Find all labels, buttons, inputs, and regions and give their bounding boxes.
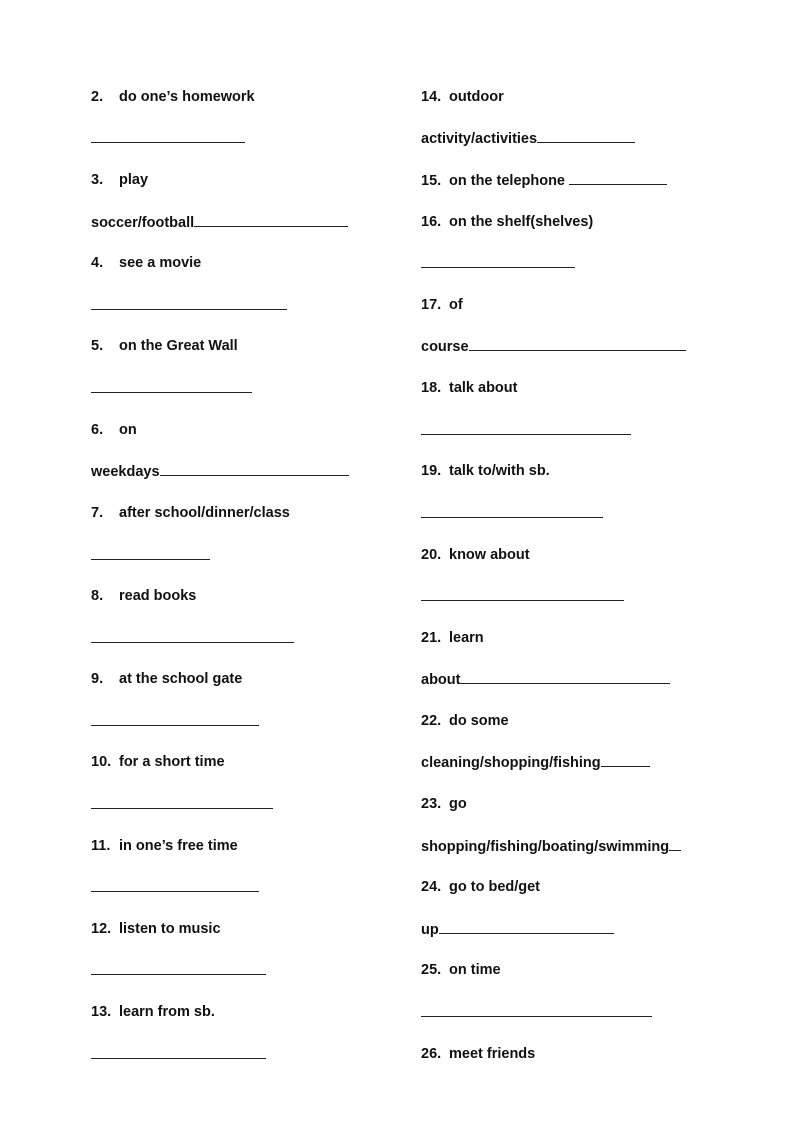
item-20 [421, 545, 530, 565]
item-number: 16. [421, 214, 442, 230]
item-14 [421, 87, 504, 107]
answer-blank[interactable] [669, 836, 681, 851]
item-number: 7. [91, 505, 104, 521]
item-text: activity/activities [421, 131, 538, 147]
item-10 [91, 752, 225, 772]
item-number: 13. [91, 1004, 112, 1020]
answer-blank[interactable] [194, 212, 348, 227]
answer-blank[interactable] [421, 503, 603, 518]
item-text: learn from sb. [119, 1004, 215, 1020]
answer-blank-row [91, 545, 210, 565]
item-14-continued [421, 128, 635, 148]
answer-blank[interactable] [91, 378, 252, 393]
answer-blank[interactable] [421, 1002, 652, 1017]
item-text: talk to/with sb. [449, 463, 550, 479]
item-6-continued [91, 461, 349, 481]
item-text: read books [119, 588, 197, 604]
item-number: 23. [421, 796, 442, 812]
answer-blank-row [421, 1002, 652, 1022]
answer-blank-row [91, 378, 252, 398]
item-text: know about [449, 547, 530, 563]
answer-blank[interactable] [91, 128, 245, 143]
item-number: 20. [421, 547, 442, 563]
item-number: 10. [91, 754, 112, 770]
item-21-continued [421, 669, 670, 689]
item-text: up [421, 922, 439, 938]
item-text: meet friends [449, 1046, 536, 1062]
answer-blank-row [421, 503, 603, 523]
answer-blank[interactable] [91, 545, 210, 560]
item-text: course [421, 339, 469, 355]
answer-blank-row [91, 295, 287, 315]
item-text: about [421, 672, 461, 688]
item-number: 15. [421, 173, 442, 189]
item-text: after school/dinner/class [119, 505, 290, 521]
item-text: go [449, 796, 467, 812]
answer-blank[interactable] [91, 628, 294, 643]
answer-blank-row [421, 420, 631, 440]
item-text: in one’s free time [119, 838, 238, 854]
item-text: listen to music [119, 921, 221, 937]
answer-blank-row [91, 877, 259, 897]
answer-blank[interactable] [537, 128, 635, 143]
item-18 [421, 378, 517, 398]
item-15 [421, 170, 667, 190]
answer-blank-row [91, 128, 245, 148]
answer-blank-row [91, 628, 294, 648]
item-text: see a movie [119, 255, 202, 271]
item-25 [421, 960, 501, 980]
answer-blank[interactable] [91, 1044, 266, 1059]
item-16 [421, 212, 593, 232]
item-number: 19. [421, 463, 442, 479]
answer-blank[interactable] [91, 960, 266, 975]
item-text: of [449, 297, 463, 313]
item-text: on the shelf(shelves) [449, 214, 594, 230]
answer-blank-row [91, 711, 259, 731]
item-text: learn [449, 630, 484, 646]
item-2 [91, 87, 255, 107]
answer-blank-row [91, 1044, 266, 1064]
item-text: talk about [449, 380, 518, 396]
item-24 [421, 877, 540, 897]
answer-blank[interactable] [569, 170, 667, 185]
item-5 [91, 336, 238, 356]
item-text: weekdays [91, 464, 160, 480]
item-4 [91, 253, 201, 273]
answer-blank[interactable] [160, 461, 349, 476]
answer-blank-row [421, 253, 575, 273]
answer-blank[interactable] [460, 669, 670, 684]
item-text: outdoor [449, 89, 504, 105]
answer-blank[interactable] [91, 877, 259, 892]
answer-blank[interactable] [601, 752, 650, 767]
item-number: 12. [91, 921, 112, 937]
answer-blank[interactable] [439, 919, 614, 934]
item-text: shopping/fishing/boating/swimming [421, 839, 670, 855]
item-number: 2. [91, 89, 104, 105]
item-text: soccer/football [91, 215, 195, 231]
item-text: on [119, 422, 137, 438]
item-19 [421, 461, 550, 481]
item-number: 26. [421, 1046, 442, 1062]
item-24-continued [421, 919, 614, 939]
answer-blank[interactable] [469, 336, 686, 351]
answer-blank[interactable] [91, 711, 259, 726]
item-22-continued [421, 752, 650, 772]
answer-blank-row [91, 794, 273, 814]
item-9 [91, 669, 242, 689]
item-number: 4. [91, 255, 104, 271]
item-number: 18. [421, 380, 442, 396]
item-number: 5. [91, 338, 104, 354]
item-12 [91, 919, 221, 939]
item-text: do one’s homework [119, 89, 255, 105]
item-23 [421, 794, 467, 814]
item-number: 22. [421, 713, 442, 729]
answer-blank-row [91, 960, 266, 980]
item-text: on the telephone [449, 173, 565, 189]
item-17-continued [421, 336, 686, 356]
answer-blank[interactable] [91, 794, 273, 809]
item-text: for a short time [119, 754, 225, 770]
item-number: 9. [91, 671, 104, 687]
answer-blank[interactable] [421, 420, 631, 435]
item-number: 3. [91, 172, 104, 188]
item-3-continued [91, 212, 348, 232]
item-8 [91, 586, 196, 606]
item-text: go to bed/get [449, 879, 541, 895]
item-11 [91, 836, 238, 856]
item-number: 11. [91, 838, 111, 854]
item-number: 21. [421, 630, 442, 646]
item-17 [421, 295, 463, 315]
item-7 [91, 503, 290, 523]
item-number: 14. [421, 89, 442, 105]
item-21 [421, 628, 484, 648]
item-number: 24. [421, 879, 442, 895]
item-13 [91, 1002, 215, 1022]
item-3 [91, 170, 148, 190]
item-text: on time [449, 962, 501, 978]
answer-blank[interactable] [421, 253, 575, 268]
item-text: play [119, 172, 149, 188]
answer-blank[interactable] [91, 295, 287, 310]
answer-blank-row [421, 586, 624, 606]
item-number: 17. [421, 297, 442, 313]
item-text: cleaning/shopping/fishing [421, 755, 601, 771]
answer-blank[interactable] [421, 586, 624, 601]
item-23-continued [421, 836, 681, 856]
item-text: at the school gate [119, 671, 243, 687]
item-26 [421, 1044, 535, 1064]
item-6 [91, 420, 137, 440]
item-number: 25. [421, 962, 442, 978]
item-text: on the Great Wall [119, 338, 238, 354]
item-number: 6. [91, 422, 104, 438]
item-number: 8. [91, 588, 104, 604]
item-text: do some [449, 713, 509, 729]
item-22 [421, 711, 509, 731]
